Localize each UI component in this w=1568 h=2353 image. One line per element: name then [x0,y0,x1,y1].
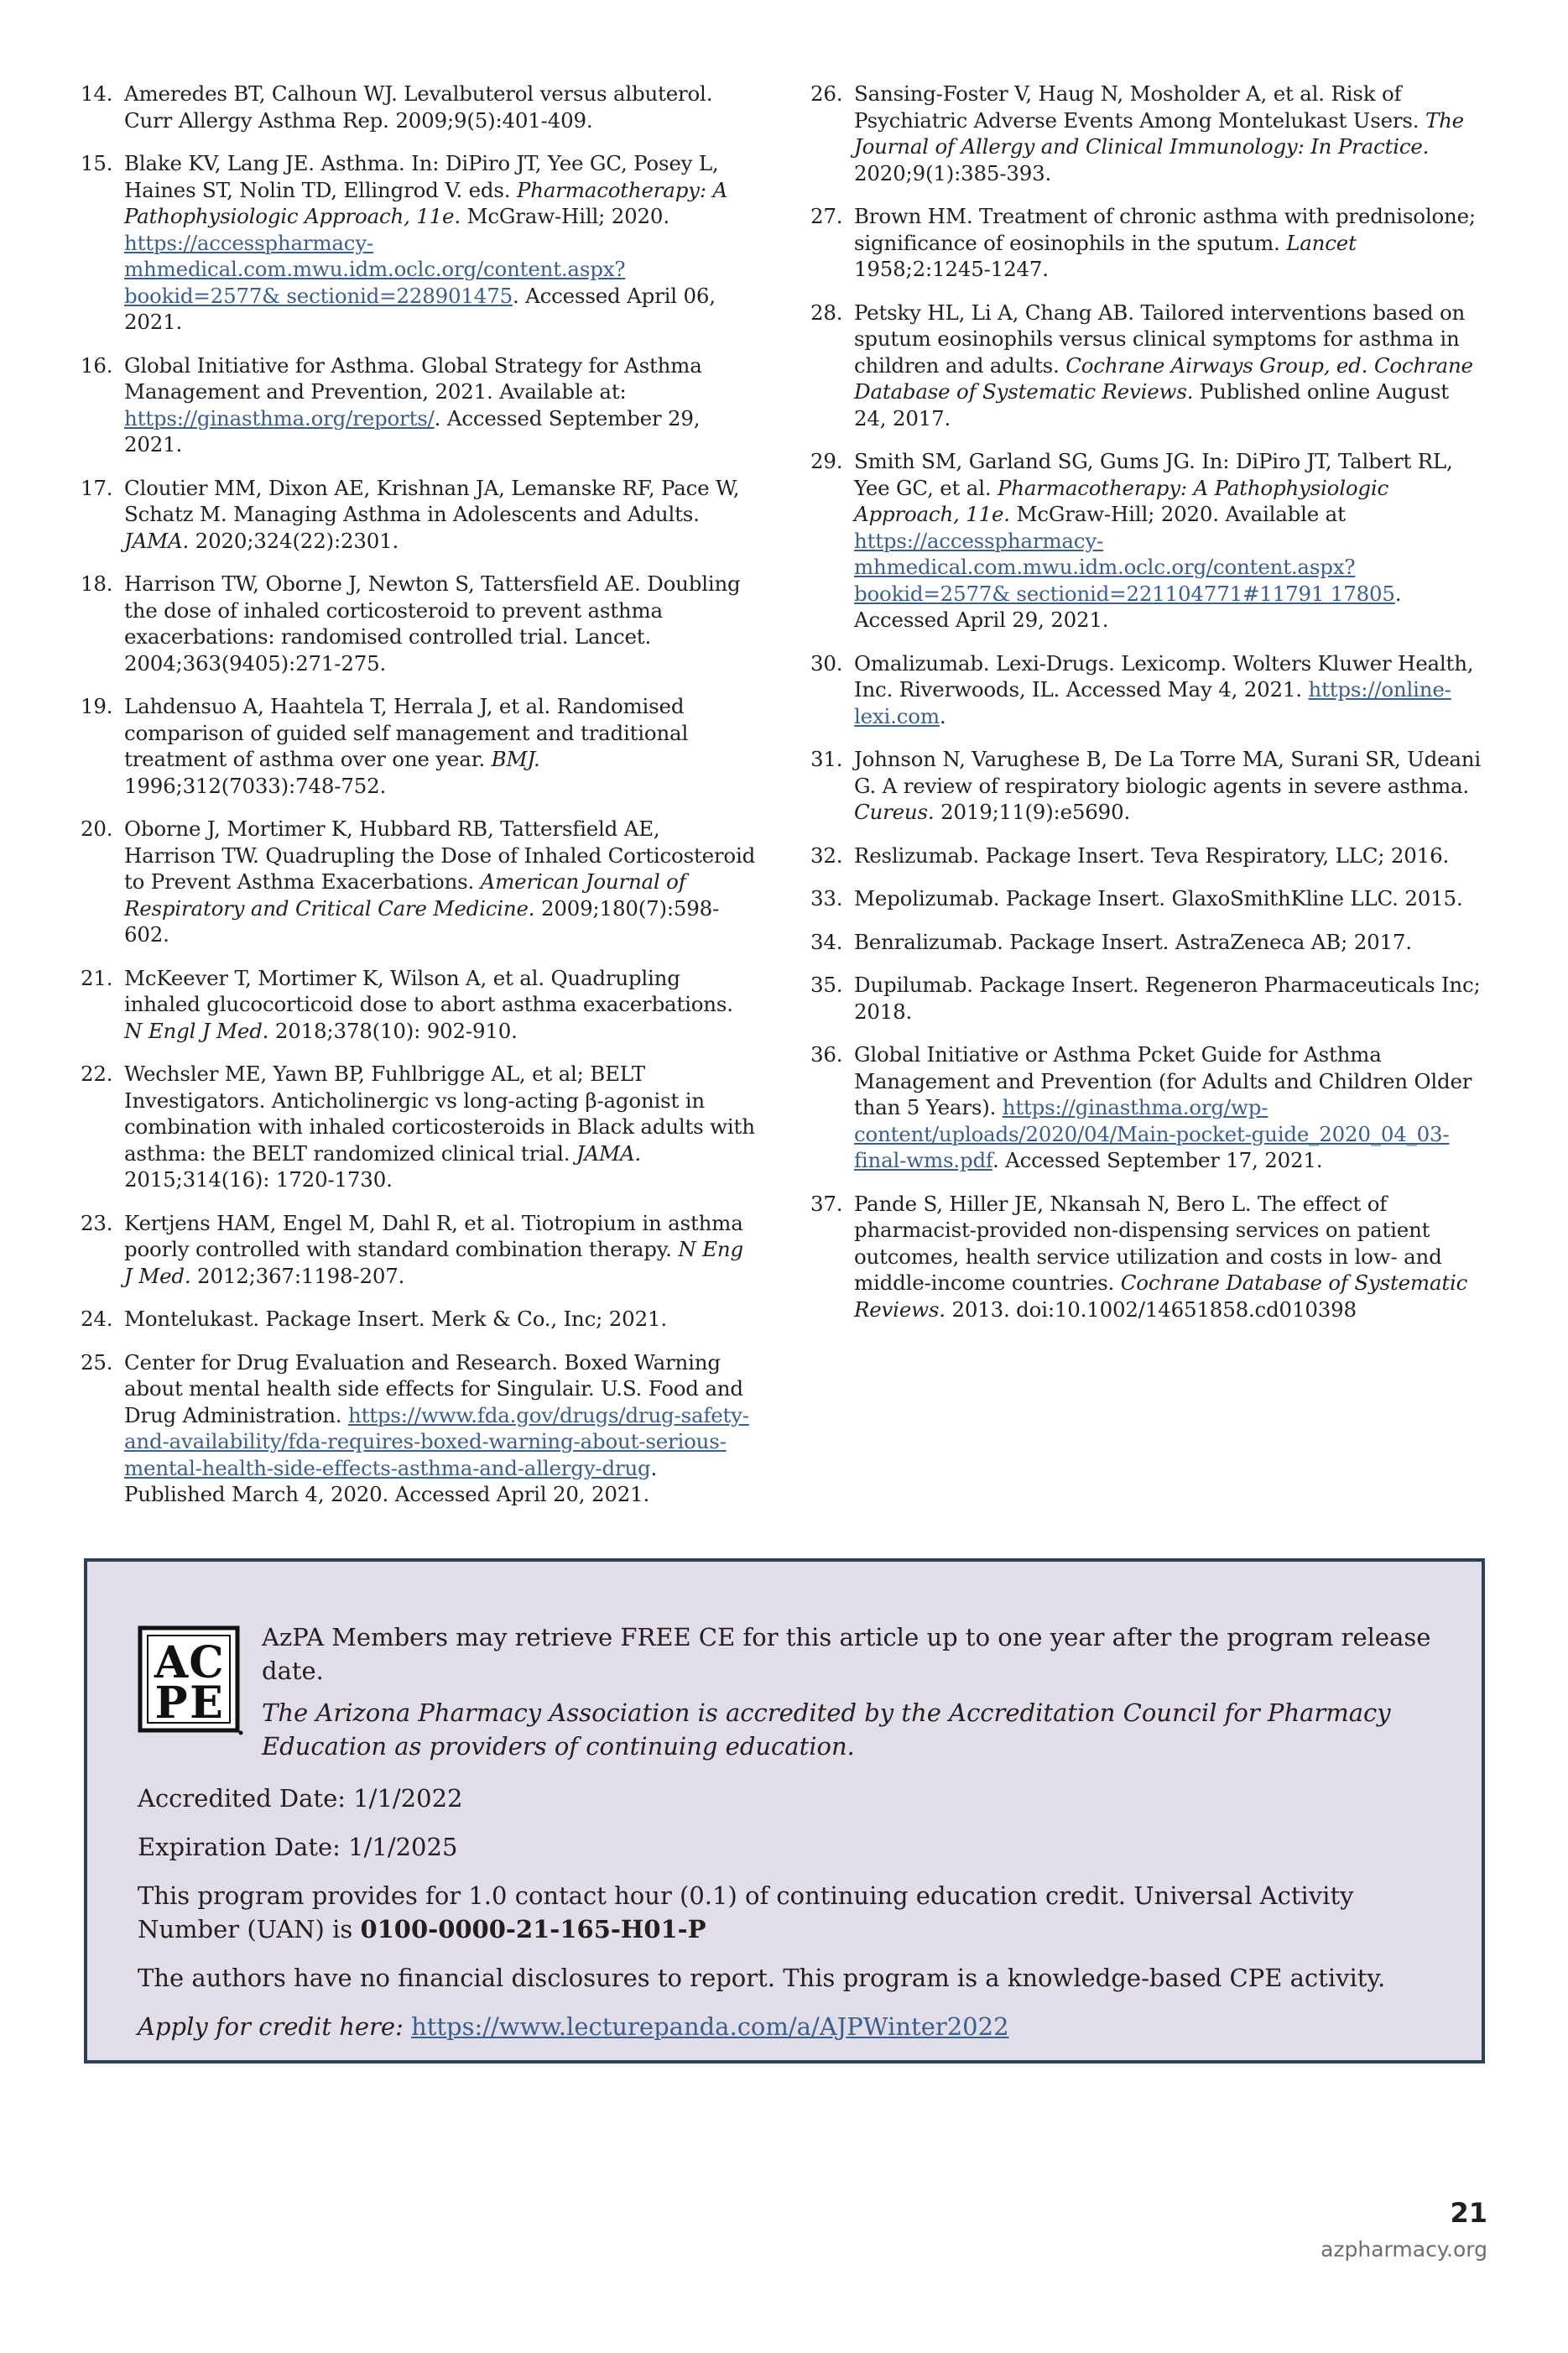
reference-number: 31. [810,747,843,771]
reference-link[interactable]: https://ginasthma.org/wp-content/uploads/2020/04/Main-pocket-guide_2020_04_03-final-wms.pdf [854,1095,1450,1172]
ce-apply [138,2010,1431,2043]
reference-text [854,972,1487,1025]
reference-fragment: . Published March 4, 2020. Accessed April 20, 2021. [124,1455,658,1506]
reference-text [124,352,757,458]
reference-fragment: Harrison TW, Oborne J, Newton S, Tattersfield AE. Doubling the dose of inhaled corticosteroid to prevent asthma exacerbations: randomised controlled trial. Lancet. 2004;363(9405):271-275. [124,571,741,676]
ce-accredited-date: Accredited Date: 1/1/2022 [138,1784,463,1813]
reference-fragment: . Accessed April 06, 2021. [124,283,716,334]
reference-fragment: McKeever T, Mortimer K, Wilson A, et al. Quadrupling inhaled glucocorticoid dose to abort asthma exacerbations. [124,965,733,1016]
reference-item [810,843,1487,869]
reference-fragment: Johnson N, Varughese B, De La Torre MA, Surani SR, Udeani G. A review of respiratory biologic agents in severe asthma. [854,747,1481,798]
reference-link[interactable]: https://accesspharmacy-mhmedical.com.mwu.idm.oclc.org/content.aspx?bookid=2577& sectionid=221104771#11791 17805 [854,528,1395,606]
reference-item [81,816,757,948]
reference-text [124,1306,757,1333]
reference-italic: JAMA. [576,1140,642,1166]
reference-text [124,1349,757,1508]
reference-item [81,81,757,133]
reference-italic: N Eng J Med. [124,1237,743,1288]
reference-item [810,448,1487,634]
reference-text [854,746,1487,826]
reference-text [854,843,1487,869]
reference-item [81,1306,757,1333]
reference-item [81,965,757,1045]
reference-number: 25. [81,1349,113,1375]
reference-item [81,693,757,799]
reference-fragment: 2020;9(1):385-393. [854,160,1052,185]
reference-number: 32. [810,843,843,868]
reference-fragment: 2019;11(9):e5690. [934,800,1131,824]
reference-number: 22. [81,1062,113,1086]
reference-fragment: Omalizumab. Lexi-Drugs. Lexicomp. Wolters Kluwer Health, Inc. Riverwoods, IL. Accessed May 4, 2021. [854,650,1474,702]
reference-fragment: Benralizumab. Package Insert. AstraZeneca AB; 2017. [854,929,1412,954]
reference-item [81,352,757,458]
reference-item [810,81,1487,186]
reference-fragment: 2015;314(16): 1720-1730. [124,1167,393,1192]
reference-fragment: Cloutier MM, Dixon AE, Krishnan JA, Lemanske RF, Pace W, Schatz M. Managing Asthma in Adolescents and Adults. [124,475,740,526]
reference-fragment: . [939,703,946,728]
reference-fragment: Sansing-Foster V, Haug N, Mosholder A, et al. Risk of Psychiatric Adverse Events Among Montelukast Users. [854,81,1425,133]
reference-fragment: McGraw-Hill; 2020. Available at [1009,502,1346,526]
reference-fragment: 2018;378(10): 902-910. [268,1018,518,1043]
reference-number: 18. [81,571,113,596]
reference-fragment: Global Initiative for Asthma. Global Strategy for Asthma Management and Prevention, 2021. Available at: [124,352,702,404]
reference-fragment: . Accessed September 17, 2021. [992,1148,1323,1172]
reference-text [854,650,1487,730]
reference-italic: The Journal of Allergy and Clinical Immunology: In Practice. [854,107,1464,159]
reference-text [124,475,757,555]
reference-text [124,1210,757,1290]
references-right-column [810,81,1487,1525]
reference-number: 33. [810,886,843,910]
reference-fragment: Ameredes BT, Calhoun WJ. Levalbuterol versus albuterol. Curr Allergy Asthma Rep. 2009;9(5):401-409. [124,81,713,133]
reference-fragment: 2009;180(7):598-602. [124,895,720,947]
reference-number: 35. [810,973,843,997]
ce-disclosure: The authors have no financial disclosures to report. This program is a knowledge-based CPE activity. [138,1964,1386,1992]
reference-item [810,929,1487,956]
reference-fragment: Dupilumab. Package Insert. Regeneron Pharmaceuticals Inc; 2018. [854,973,1481,1024]
svg-text:A: A [154,1637,189,1688]
reference-fragment: Mepolizumab. Package Insert. GlaxoSmithKline LLC. 2015. [854,886,1463,910]
reference-fragment: 2012;367:1198-207. [190,1263,405,1288]
ce-header [138,1620,1431,1771]
reference-item [810,650,1487,730]
reference-number: 34. [810,929,843,954]
reference-number: 23. [81,1210,113,1235]
reference-number: 37. [810,1191,843,1216]
svg-text:C: C [189,1637,224,1688]
reference-fragment: 1996;312(7033):748-752. [124,773,387,798]
reference-fragment: . Accessed September 29, 2021. [124,405,701,457]
reference-number: 21. [81,965,113,990]
reference-number: 24. [81,1307,113,1331]
reference-text [124,150,757,336]
reference-fragment: Oborne J, Mortimer K, Hubbard RB, Tattersfield AE, Harrison TW. Quadrupling the Dose of Inhaled Corticosteroid to Prevent Asthma Exacerbations. [124,817,756,894]
reference-fragment: Lahdensuo A, Haahtela T, Herrala J, et al. Randomised comparison of guided self management and traditional treatment of asthma over one year. [124,694,689,771]
reference-italic: Cureus. [854,800,935,824]
reference-text [854,1041,1487,1174]
reference-fragment: Petsky HL, Li A, Chang AB. Tailored interventions based on sputum eosinophils versus clinical symptoms for asthma in children and adults. [854,300,1466,378]
reference-text [124,816,757,948]
reference-number: 17. [81,475,113,500]
reference-fragment: Global Initiative or Asthma Pcket Guide for Asthma Management and Prevention (for Adults and Children Older than 5 Years). [854,1042,1472,1119]
reference-fragment: Brown HM. Treatment of chronic asthma with prednisolone; significance of eosinophils in the sputum. [854,204,1476,255]
reference-item [810,885,1487,912]
reference-link[interactable]: https://ginasthma.org/reports/ [124,405,435,430]
reference-number: 30. [810,650,843,676]
ce-accreditation-statement: The Arizona Pharmacy Association is accredited by the Accreditation Council for Pharmacy Education as providers of continuing education. [262,1698,1391,1761]
page-number: 21 [1450,2197,1487,2229]
reference-italic: JAMA. [124,528,190,553]
reference-text [854,203,1487,283]
reference-link[interactable]: https://online-lexi.com [854,677,1451,728]
reference-number: 27. [810,204,843,228]
svg-text:E: E [190,1677,223,1729]
reference-number: 19. [81,694,113,718]
reference-fragment: Center for Drug Evaluation and Research. Boxed Warning about mental health side effects for Singulair. U.S. Food and Drug Administration. [124,1349,743,1427]
reference-text [854,81,1487,186]
reference-text [124,1061,757,1193]
reference-number: 28. [810,300,843,325]
ce-members-text: AzPA Members may retrieve FREE CE for this article up to one year after the program release date. [262,1623,1431,1685]
reference-number: 14. [81,81,113,106]
reference-italic: BMJ. [491,747,540,771]
reference-fragment: Montelukast. Package Insert. Merk & Co., Inc; 2021. [124,1307,667,1331]
reference-text [124,693,757,799]
ce-apply-label: Apply for credit here: [138,2012,404,2041]
reference-number: 29. [810,449,843,473]
reference-text [124,571,757,676]
reference-italic: N Engl J Med. [124,1018,269,1043]
reference-italic: Pharmacotherapy: A Pathophysiologic Approach, 11e. [124,177,727,228]
references-left-column [81,81,757,1525]
reference-text [124,965,757,1045]
reference-item [810,1041,1487,1174]
reference-item [81,571,757,676]
reference-item [81,1349,757,1508]
reference-fragment: Pande S, Hiller JE, Nkansah N, Bero L. The effect of pharmacist-provided non-dispensing services on patient outcomes, health service utilization and costs in low- and middle-income countries. [854,1191,1442,1295]
reference-fragment: McGraw-Hill; 2020. [460,204,669,228]
reference-italic: Cochrane Airways Group, ed. Cochrane Database of Systematic Reviews. [854,352,1473,404]
acpe-logo [138,1625,245,1736]
reference-fragment: Smith SM, Garland SG, Gums JG. In: DiPiro JT, Talbert RL, Yee GC, et al. [854,449,1453,500]
reference-number: 16. [81,352,113,378]
ce-uan: 0100-0000-21-165-H01-P [360,1915,706,1943]
reference-text [854,448,1487,634]
reference-number: 36. [810,1042,843,1067]
reference-item [81,1061,757,1193]
ce-credit-text: This program provides for 1.0 contact hour (0.1) of continuing education credit. Universal Activity Number (UAN) is 0100-0000-21-165-H01-P [138,1881,1354,1943]
reference-fragment: 1958;2:1245-1247. [854,257,1049,281]
ce-apply-link[interactable]: https://www.lecturepanda.com/a/AJPWinter2022 [411,2012,1009,2041]
reference-link[interactable]: https://accesspharmacy-mhmedical.com.mwu.idm.oclc.org/content.aspx?bookid=2577& sectionid=228901475 [124,230,626,308]
reference-italic: Lancet [1286,230,1357,255]
reference-item [810,1191,1487,1323]
reference-item [810,746,1487,826]
reference-fragment: Kertjens HAM, Engel M, Dahl R, et al. Tiotropium in asthma poorly controlled with standard combination therapy. [124,1210,743,1261]
reference-fragment: 2013. doi:10.1002/14651858.cd010398 [945,1296,1357,1322]
reference-text [854,1191,1487,1323]
reference-link[interactable]: https://www.fda.gov/drugs/drug-safety-and-availability/fda-requires-boxed-warning-about-serious-mental-health-side-effects-asthma-and-allergy-drug [124,1402,749,1480]
references [81,81,1487,1525]
svg-text:P: P [154,1677,188,1729]
reference-text [854,300,1487,432]
reference-number: 15. [81,151,113,175]
ce-info-box [84,1558,1485,2063]
reference-text [124,81,757,133]
reference-fragment: Reslizumab. Package Insert. Teva Respiratory, LLC; 2016. [854,843,1450,868]
reference-item [810,203,1487,283]
reference-italic: Cochrane Database of Systematic Reviews. [854,1270,1468,1322]
ce-expiration-date: Expiration Date: 1/1/2025 [138,1833,458,1861]
reference-item [81,150,757,336]
reference-item [81,1210,757,1290]
reference-item [810,300,1487,432]
reference-fragment: Published online August 24, 2017. [854,379,1449,430]
reference-fragment: 2020;324(22):2301. [189,528,399,553]
reference-italic: American Journal of Respiratory and Critical Care Medicine. [124,869,686,921]
reference-number: 26. [810,81,843,106]
reference-fragment: . Accessed April 29, 2021. [854,581,1402,632]
reference-number: 20. [81,817,113,841]
reference-fragment: Wechsler ME, Yawn BP, Fuhlbrigge AL, et al; BELT Investigators. Anticholinergic vs long-acting β-agonist in combination with inhaled corticosteroids in Black adults with asthma: the BELT randomized clinical trial. [124,1062,755,1166]
reference-fragment: Blake KV, Lang JE. Asthma. In: DiPiro JT, Yee GC, Posey L, Haines ST, Nolin TD, Ellingrod V. eds. [124,151,719,202]
footer-website: azpharmacy.org [1321,2237,1487,2262]
reference-item [81,475,757,555]
reference-text [854,929,1487,956]
reference-text [854,885,1487,912]
reference-italic: Pharmacotherapy: A Pathophysiologic Approach, 11e. [854,475,1389,526]
reference-item [810,972,1487,1025]
